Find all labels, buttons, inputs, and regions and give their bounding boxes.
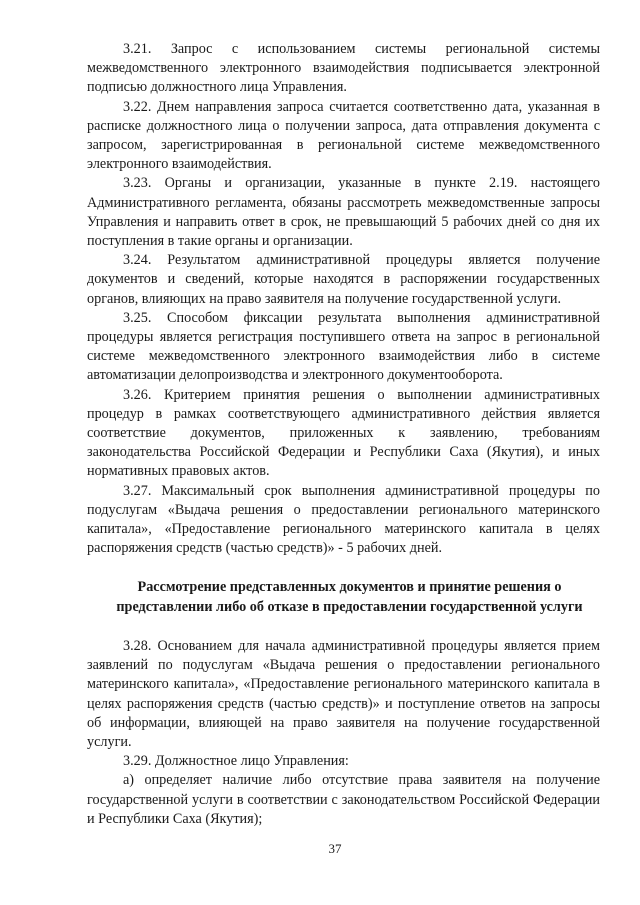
paragraph-3-23: 3.23. Органы и организации, указанные в пункте 2.19. настоящего Административного регламента, обязаны рассмотреть межведомственные запросы Управления и направить ответ в срок, не превышающий 5 рабочих дней со дня их поступления в такие органы и организации.	[87, 175, 600, 250]
paragraph-3-21: 3.21. Запрос с использованием системы региональной системы межведомственного электронного взаимодействия подписывается электронной подписью должностного лица Управления.	[87, 41, 600, 96]
page-number: 37	[328, 841, 342, 856]
paragraph-3-27: 3.27. Максимальный срок выполнения административной процедуры по подуслугам «Выдача решения о предоставлении регионального материнского капитала», «Предоставление регионального материнского капитала в целях распоряжения средств (частью средств)» - 5 рабочих дней.	[87, 482, 600, 557]
paragraph-3-29-a: а) определяет наличие либо отсутствие права заявителя на получение государственной услуги в соответствии с законодательством Российской Федерации и Республики Саха (Якутия);	[87, 772, 600, 827]
document-page	[87, 40, 600, 829]
paragraph-3-26: 3.26. Критерием принятия решения о выполнении административных процедур в рамках соответствующего административного действия является соответствие документов, приложенных к заявлению, требованиям законодательства Российской Федерации и Республики Саха (Якутия), и иных нормативных правовых актов.	[87, 386, 600, 480]
section-heading: Рассмотрение представленных документов и принятие решения о представлении либо об отказе в предоставлении государственной услуги	[116, 579, 583, 615]
paragraph-3-24: 3.24. Результатом административной процедуры является получение документов и сведений, которые находятся в распоряжении государственных органов, влияющих на право заявителя на получение государственной услуги.	[87, 252, 600, 307]
paragraph-3-25: 3.25. Способом фиксации результата выполнения административной процедуры является регистрация поступившего ответа на запрос в региональной системе межведомственного электронного взаимодействия либо в системе автоматизации делопроизводства и электронного документооборота.	[87, 309, 600, 384]
paragraph-3-29: 3.29. Должностное лицо Управления:	[123, 753, 349, 770]
paragraph-3-22: 3.22. Днем направления запроса считается соответственно дата, указанная в расписке должностного лица о получении запроса, дата отправления документа с запросом, зарегистрированная в региональной системе межведомственного электронного взаимодействия.	[87, 98, 600, 173]
paragraph-3-28: 3.28. Основанием для начала административной процедуры является прием заявлений по подуслугам «Выдача решения о предоставлении регионального материнского капитала», «Предоставление регионального материнского капитала в целях распоряжения средств (частью средств)» и поступление ответов на запросы об информации, влияющей на право заявителя на получение государственной услуги.	[87, 637, 600, 750]
